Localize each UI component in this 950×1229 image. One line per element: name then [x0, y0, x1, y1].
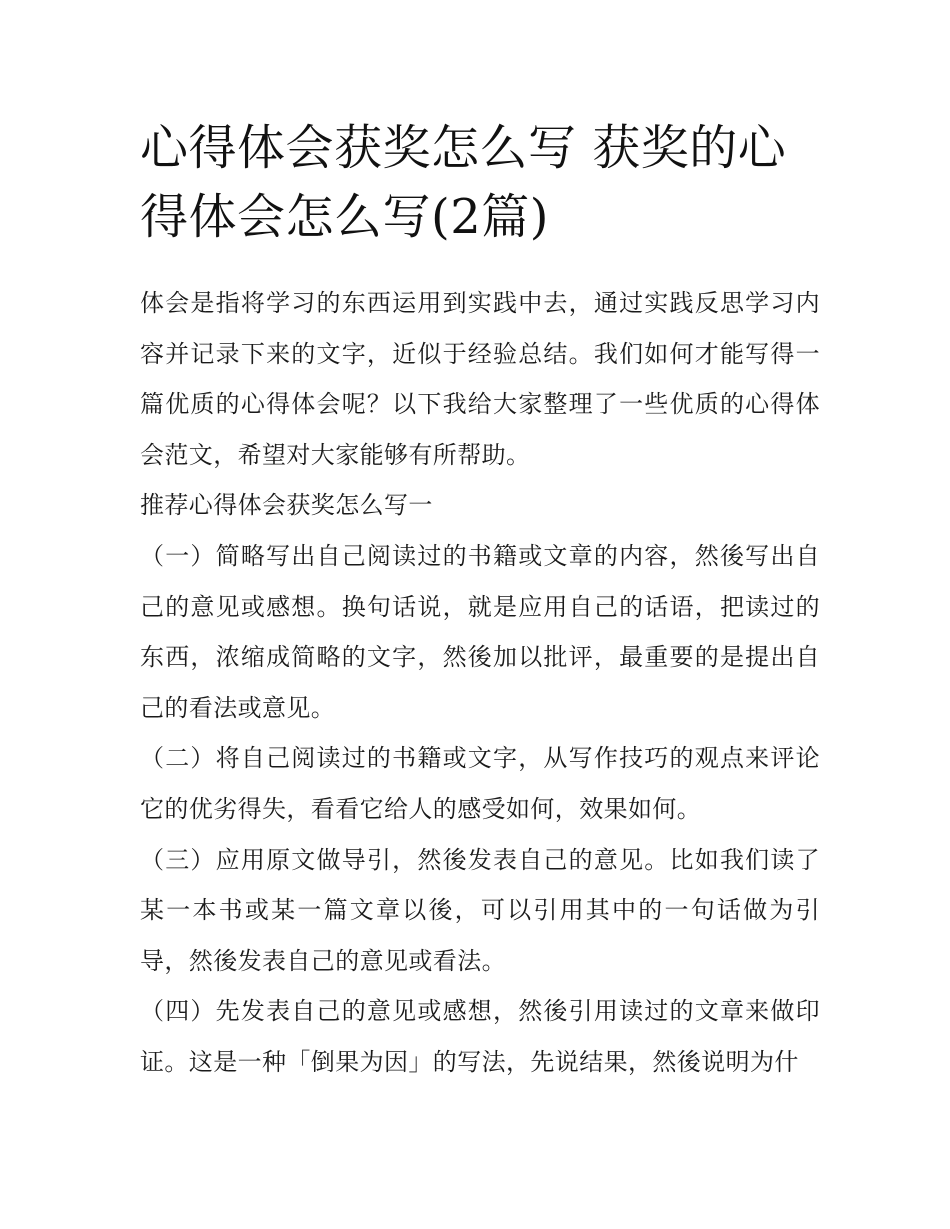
method-paragraph-3: （三）应用原文做导引，然後发表自己的意见。比如我们读了某一本书或某一篇文章以後，可以引用其中的一句话做为引导，然後发表自己的意见或看法。	[140, 845, 820, 975]
method-paragraph-1: （一）简略写出自己阅读过的书籍或文章的内容，然後写出自己的意见或感想。换句话说，就是应用自己的话语，把读过的东西，浓缩成简略的文字，然後加以批评，最重要的是提出自己的看法或意见。	[140, 541, 820, 722]
method-paragraph-2: （二）将自己阅读过的书籍或文字，从写作技巧的观点来评论它的优劣得失，看看它给人的感受如何，效果如何。	[140, 744, 820, 823]
document-body	[140, 278, 820, 1088]
section-heading: 推荐心得体会获奖怎么写一	[140, 491, 433, 520]
intro-paragraph: 体会是指将学习的东西运用到实践中去，通过实践反思学习内容并记录下来的文字，近似于经验总结。我们如何才能写得一篇优质的心得体会呢？以下我给大家整理了一些优质的心得体会范文，希望对大家能够有所帮助。	[140, 289, 820, 469]
document-title: 心得体会获奖怎么写 获奖的心得体会怎么写(2篇)	[140, 120, 787, 245]
method-paragraph-4: （四）先发表自己的意见或感想，然後引用读过的文章来做印证。这是一种「倒果为因」的写法，先说结果，然後说明为什	[140, 997, 820, 1076]
